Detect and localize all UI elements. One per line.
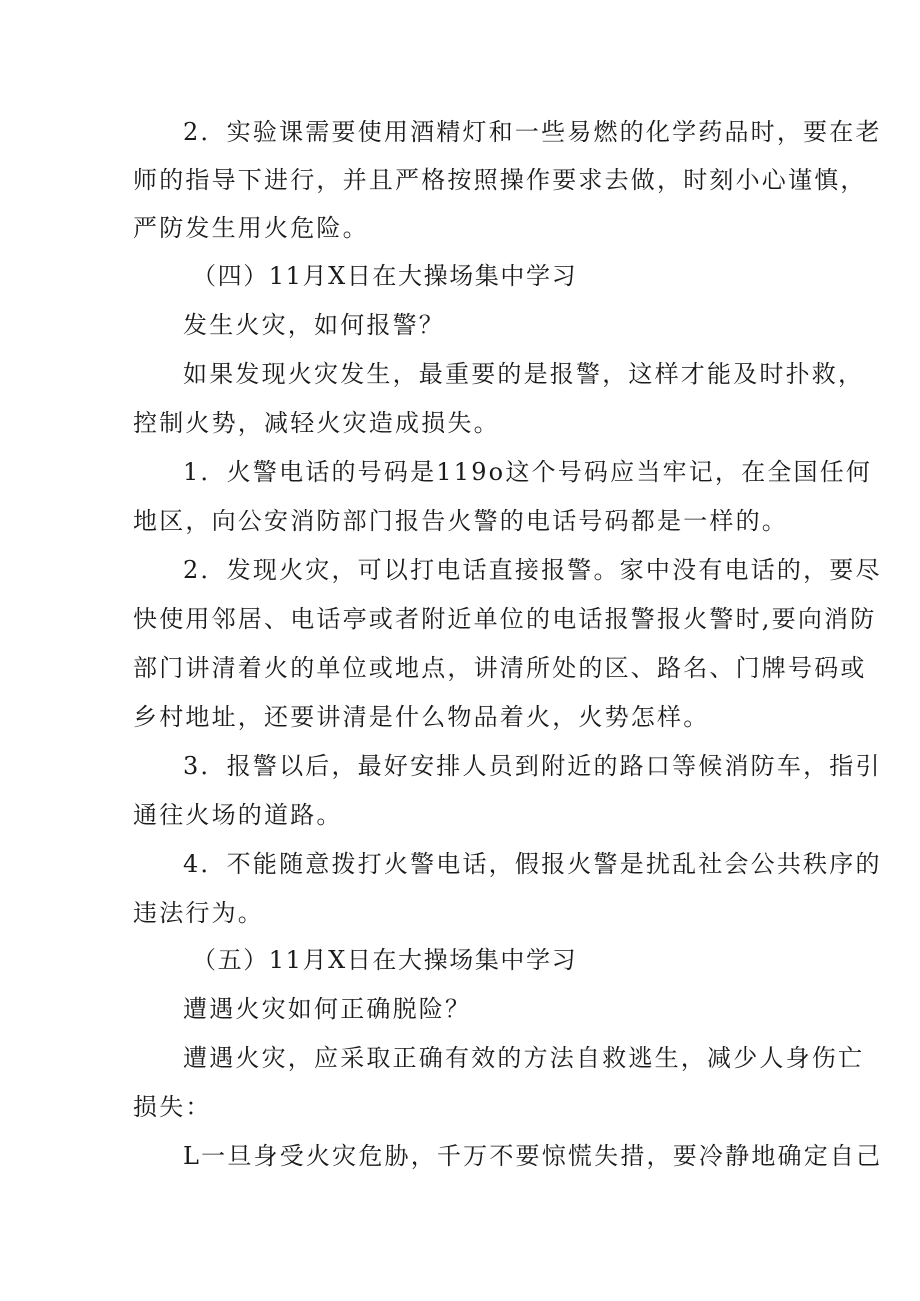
paragraph-line: 严防发生用火危险。 bbox=[133, 214, 369, 242]
paragraph-line: 2．发现火灾，可以打电话直接报警。家中没有电话的，要尽 bbox=[183, 556, 882, 584]
paragraph-line: 违法行为。 bbox=[133, 899, 264, 927]
paragraph-line: 乡村地址，还要讲清是什么物品着火，火势怎样。 bbox=[133, 703, 710, 731]
paragraph-line: 控制火势，减轻火灾造成损失。 bbox=[133, 409, 500, 437]
paragraph-line: 损失： bbox=[133, 1093, 212, 1121]
paragraph-line: 4．不能随意拨打火警电话，假报火警是扰乱社会公共秩序的 bbox=[183, 850, 882, 878]
paragraph-line: 快使用邻居、电话亭或者附近单位的电话报警报火警时,要向消防 bbox=[133, 605, 877, 633]
question-heading: 发生火灾，如何报警？ bbox=[183, 311, 445, 339]
paragraph-line: 地区，向公安消防部门报告火警的电话号码都是一样的。 bbox=[133, 507, 788, 535]
paragraph-line: 遭遇火灾，应采取正确有效的方法自救逃生，减少人身伤亡 bbox=[183, 1044, 865, 1072]
paragraph-line: 通往火场的道路。 bbox=[133, 801, 343, 829]
section-heading: （四）11月X日在大操场集中学习 bbox=[192, 262, 578, 290]
paragraph-line: 2．实验课需要使用酒精灯和一些易燃的化学药品时，要在老 bbox=[183, 118, 882, 146]
paragraph-line: L一旦身受火灾危胁，千万不要惊慌失措，要冷静地确定自己 bbox=[183, 1142, 883, 1170]
paragraph-line: 如果发现火灾发生，最重要的是报警，这样才能及时扑救， bbox=[183, 360, 865, 388]
paragraph-line: 师的指导下进行，并且严格按照操作要求去做，时刻小心谨慎， bbox=[133, 166, 867, 194]
section-heading: （五）11月X日在大操场集中学习 bbox=[192, 946, 578, 974]
question-heading: 遭遇火灾如何正确脱险？ bbox=[183, 995, 472, 1023]
paragraph-line: 部门讲清着火的单位或地点，讲清所处的区、路名、门牌号码或 bbox=[133, 654, 867, 682]
paragraph-line: 1．火警电话的号码是119o这个号码应当牢记，在全国任何 bbox=[183, 458, 873, 486]
paragraph-line: 3．报警以后，最好安排人员到附近的路口等候消防车，指引 bbox=[183, 752, 882, 780]
